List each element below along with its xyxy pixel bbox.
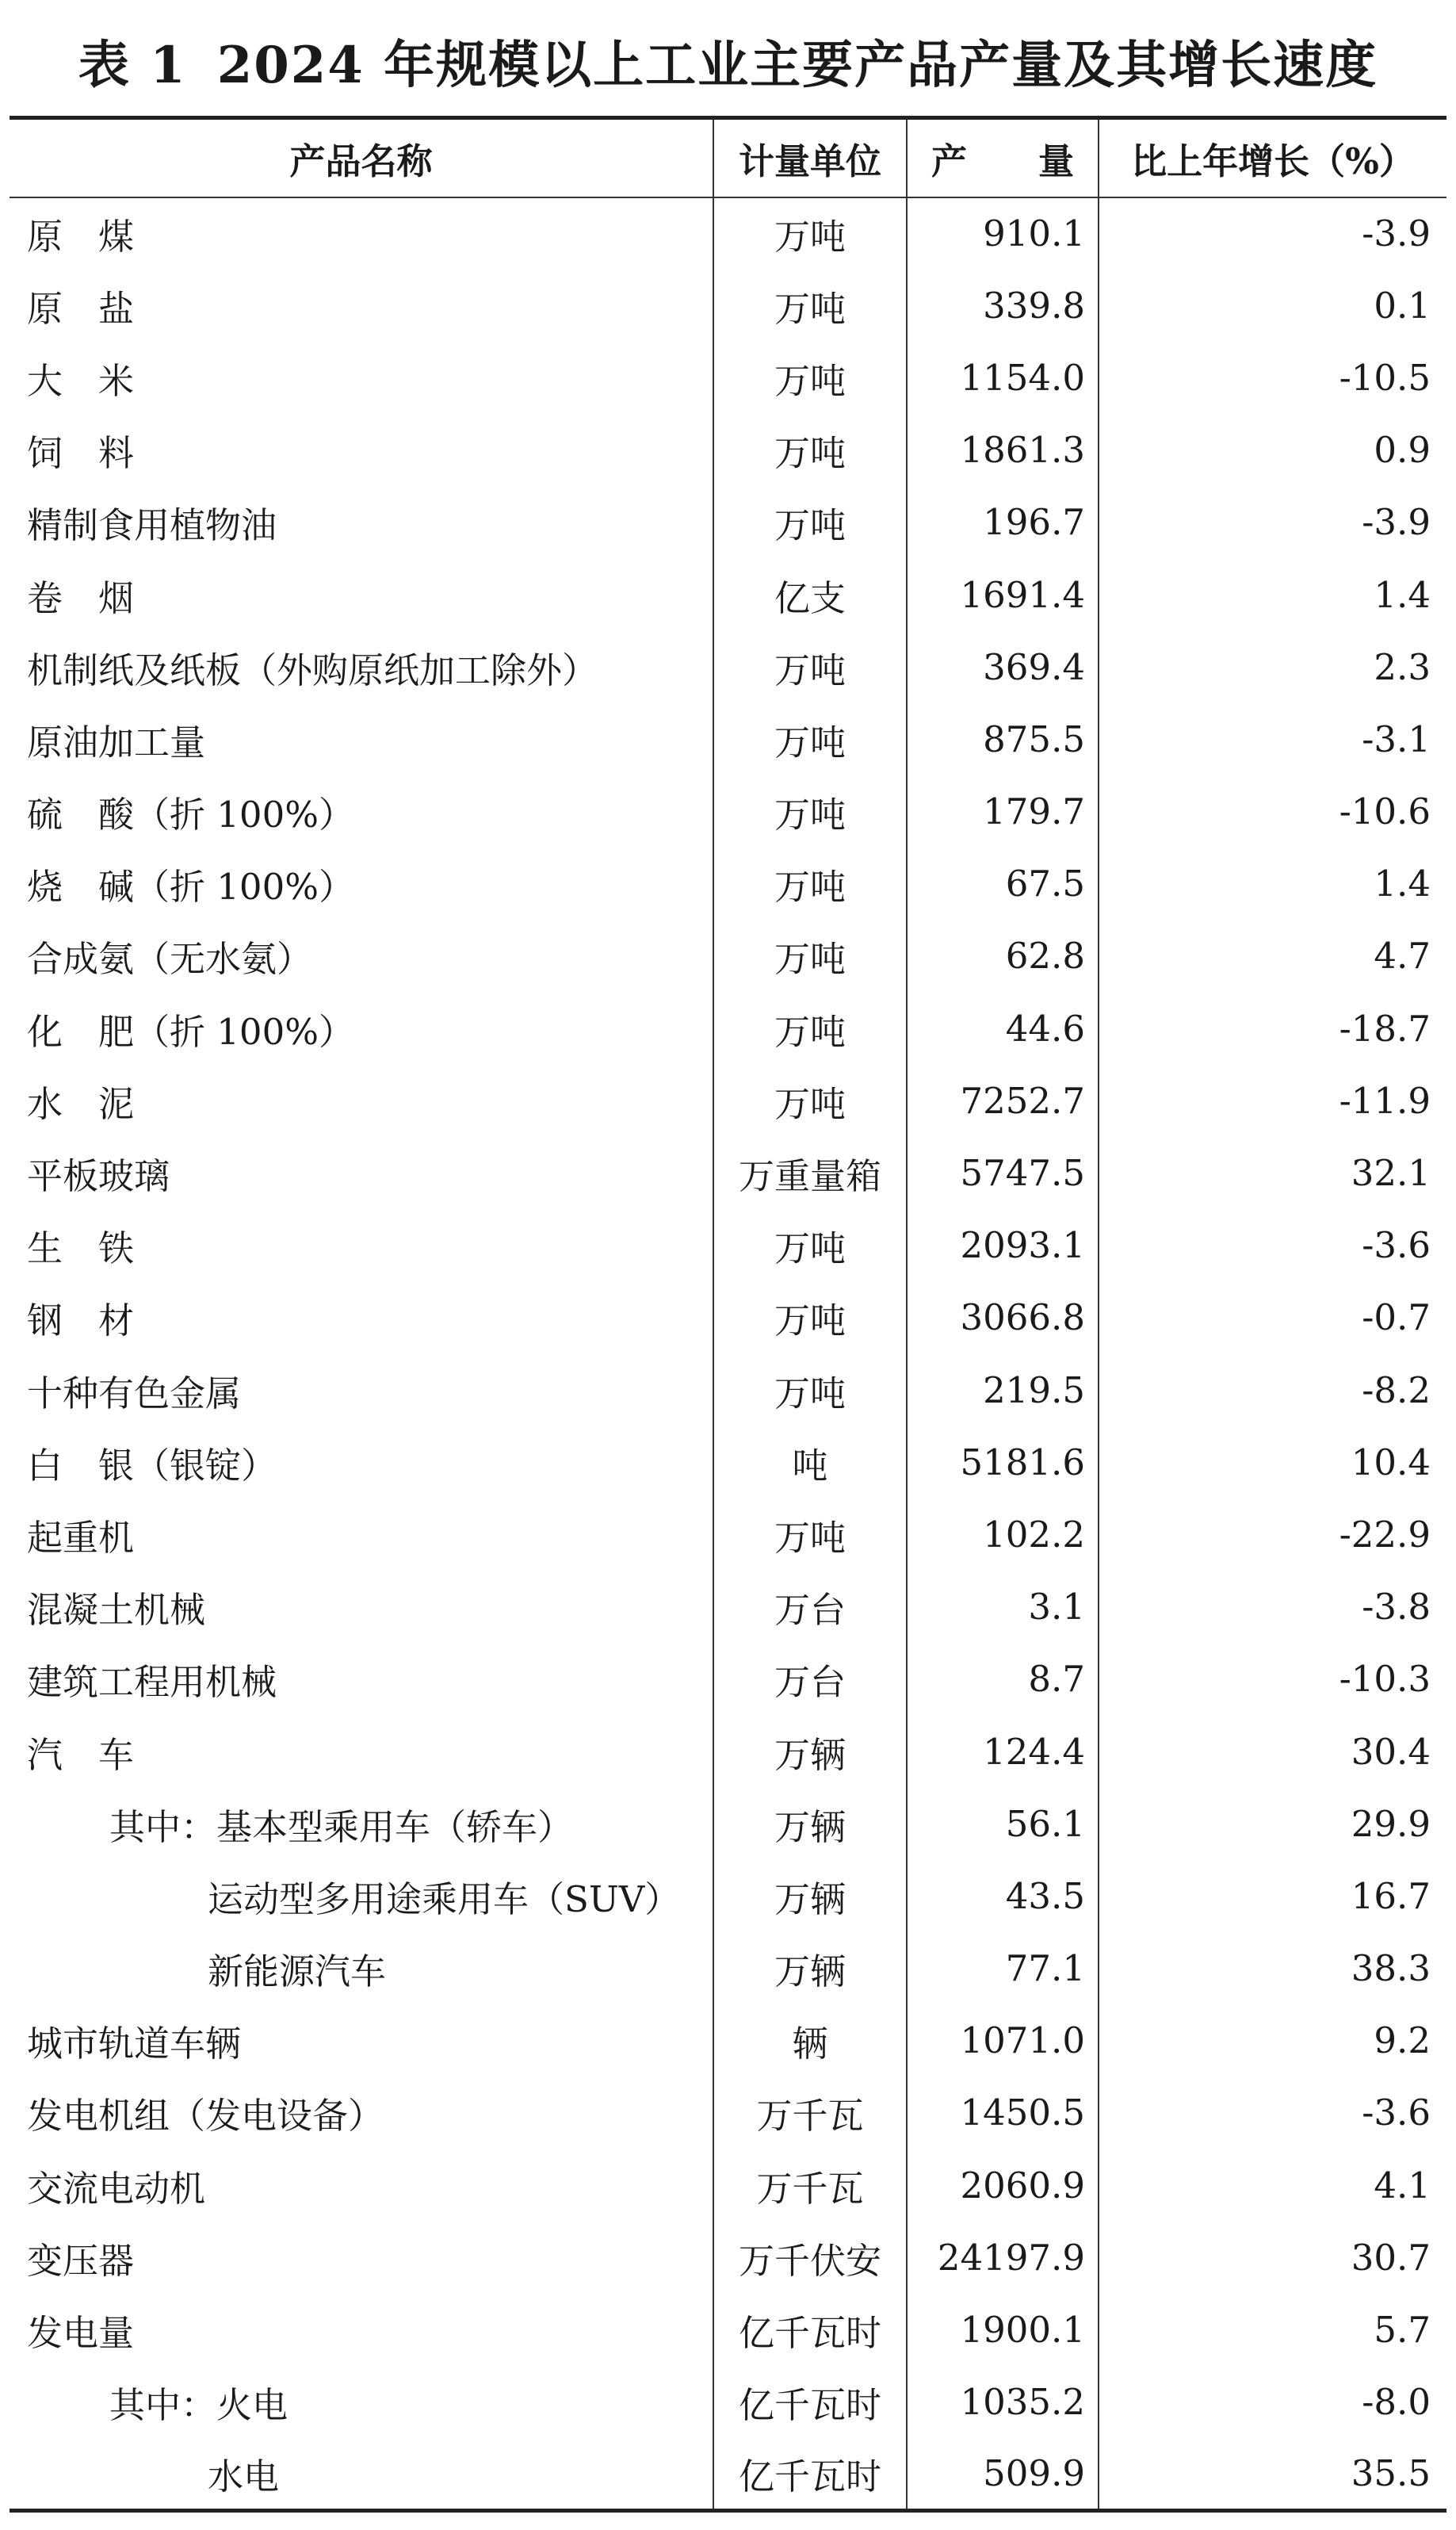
production-table (10, 116, 1446, 2513)
growth-cell: -10.6 (1099, 775, 1446, 848)
unit-cell: 万千瓦 (713, 2076, 907, 2149)
growth-cell: -3.6 (1099, 2076, 1446, 2149)
product-name-cell: 原油加工量 (27, 721, 206, 764)
growth-cell: -8.0 (1099, 2366, 1446, 2438)
product-name-cell: 原 盐 (27, 287, 135, 330)
quantity-cell: 339.8 (907, 270, 1099, 342)
quantity-cell: 5747.5 (907, 1137, 1099, 1209)
product-name-cell: 建筑工程用机械 (27, 1661, 277, 1704)
unit-cell: 万吨 (713, 775, 907, 848)
product-name-cell: 大 米 (27, 359, 135, 402)
quantity-cell: 77.1 (907, 1932, 1099, 2004)
product-name-cell: 原 煤 (27, 216, 135, 258)
quantity-cell: 24197.9 (907, 2222, 1099, 2294)
unit-cell: 万吨 (713, 703, 907, 775)
product-name-cell: 生 铁 (27, 1227, 135, 1270)
unit-cell: 亿千瓦时 (713, 2366, 907, 2438)
header-quantity: 产 量 (907, 118, 1099, 197)
unit-cell: 万辆 (713, 1860, 907, 1932)
product-name-cell: 其中：基本型乘用车（轿车） (109, 1805, 574, 1848)
table-row (10, 197, 1446, 270)
product-name-cell: 汽 车 (27, 1733, 135, 1776)
growth-cell: 29.9 (1099, 1788, 1446, 1860)
quantity-cell: 1071.0 (907, 2004, 1099, 2076)
unit-cell: 亿千瓦时 (713, 2438, 907, 2510)
growth-cell: 0.1 (1099, 270, 1446, 342)
product-name-cell: 化 肥（折 100%） (27, 1010, 354, 1053)
product-name-cell: 起重机 (27, 1516, 135, 1559)
table-row (10, 848, 1446, 920)
quantity-cell: 102.2 (907, 1498, 1099, 1571)
unit-cell: 万吨 (713, 270, 907, 342)
growth-cell: -3.1 (1099, 703, 1446, 775)
growth-cell: 16.7 (1099, 1860, 1446, 1932)
product-name-cell: 发电机组（发电设备） (27, 2095, 384, 2138)
product-name-cell: 城市轨道车辆 (27, 2023, 242, 2065)
quantity-cell: 8.7 (907, 1643, 1099, 1715)
table-row (10, 1643, 1446, 1715)
product-name-cell: 变压器 (27, 2239, 135, 2282)
table-row (10, 631, 1446, 703)
growth-cell: 35.5 (1099, 2438, 1446, 2510)
product-name-cell: 机制纸及纸板（外购原纸加工除外） (27, 649, 598, 691)
quantity-cell: 44.6 (907, 993, 1099, 1065)
table-row (10, 1860, 1446, 1932)
product-name-cell: 卷 烟 (27, 576, 135, 619)
table-row (10, 1209, 1446, 1281)
header-unit: 计量单位 (713, 118, 907, 197)
growth-cell: -3.9 (1099, 486, 1446, 558)
table-row (10, 1788, 1446, 1860)
table-row (10, 775, 1446, 848)
unit-cell: 万吨 (713, 486, 907, 558)
unit-cell: 万吨 (713, 1354, 907, 1426)
quantity-cell: 369.4 (907, 631, 1099, 703)
quantity-cell: 3066.8 (907, 1281, 1099, 1353)
unit-cell: 亿支 (713, 558, 907, 630)
quantity-cell: 1035.2 (907, 2366, 1099, 2438)
growth-cell: -3.9 (1099, 197, 1446, 270)
unit-cell: 万吨 (713, 1209, 907, 1281)
table-row (10, 2076, 1446, 2149)
quantity-cell: 43.5 (907, 1860, 1099, 1932)
unit-cell: 万吨 (713, 993, 907, 1065)
product-name-cell: 饲 料 (27, 432, 135, 475)
unit-cell: 亿千瓦时 (713, 2294, 907, 2366)
growth-cell: 30.7 (1099, 2222, 1446, 2294)
table-row (10, 2294, 1446, 2366)
table-row (10, 2438, 1446, 2510)
product-name-cell: 钢 材 (27, 1299, 135, 1342)
growth-cell: 4.7 (1099, 920, 1446, 992)
product-name-cell: 白 银（银锭） (27, 1444, 277, 1487)
product-name-cell: 烧 碱（折 100%） (27, 866, 354, 909)
growth-cell: 32.1 (1099, 1137, 1446, 1209)
table-row (10, 2004, 1446, 2076)
growth-cell: -22.9 (1099, 1498, 1446, 1571)
product-name-cell: 其中：火电 (109, 2384, 289, 2427)
table-row (10, 1137, 1446, 1209)
growth-cell: -10.5 (1099, 342, 1446, 414)
quantity-cell: 2060.9 (907, 2149, 1099, 2222)
growth-cell: -8.2 (1099, 1354, 1446, 1426)
quantity-cell: 179.7 (907, 775, 1099, 848)
unit-cell: 万辆 (713, 1932, 907, 2004)
growth-cell: -10.3 (1099, 1643, 1446, 1715)
header-growth: 比上年增长（%） (1099, 118, 1446, 197)
product-name-cell: 精制食用植物油 (27, 504, 277, 547)
unit-cell: 万吨 (713, 342, 907, 414)
table-row (10, 270, 1446, 342)
unit-cell: 万台 (713, 1643, 907, 1715)
table-title-text: 2024 年规模以上工业主要产品产量及其增长速度 (216, 36, 1378, 95)
unit-cell: 万吨 (713, 1065, 907, 1137)
growth-cell: 4.1 (1099, 2149, 1446, 2222)
product-name-cell: 混凝土机械 (27, 1589, 206, 1632)
unit-cell: 万辆 (713, 1788, 907, 1860)
unit-cell: 万重量箱 (713, 1137, 907, 1209)
product-name-cell: 十种有色金属 (27, 1372, 242, 1414)
unit-cell: 万吨 (713, 920, 907, 992)
table-title (0, 22, 1456, 109)
unit-cell: 万吨 (713, 1281, 907, 1353)
quantity-cell: 1900.1 (907, 2294, 1099, 2366)
product-name-cell: 水 泥 (27, 1082, 135, 1125)
growth-cell: 1.4 (1099, 558, 1446, 630)
unit-cell: 万台 (713, 1571, 907, 1643)
growth-cell: 2.3 (1099, 631, 1446, 703)
quantity-cell: 910.1 (907, 197, 1099, 270)
product-name-cell: 合成氨（无水氨） (27, 938, 313, 981)
quantity-cell: 5181.6 (907, 1426, 1099, 1498)
product-name-cell: 发电量 (27, 2312, 135, 2355)
quantity-cell: 219.5 (907, 1354, 1099, 1426)
table-row (10, 558, 1446, 630)
growth-cell: 5.7 (1099, 2294, 1446, 2366)
header-product-name: 产品名称 (10, 118, 713, 197)
quantity-cell: 62.8 (907, 920, 1099, 992)
quantity-cell: 124.4 (907, 1715, 1099, 1787)
product-name-cell: 水电 (10, 2438, 713, 2510)
table-row (10, 1065, 1446, 1137)
quantity-cell: 196.7 (907, 486, 1099, 558)
table-row (10, 1571, 1446, 1643)
unit-cell: 吨 (713, 1426, 907, 1498)
product-name-cell: 交流电动机 (27, 2167, 206, 2210)
growth-cell: 38.3 (1099, 1932, 1446, 2004)
table-header-row (10, 118, 1446, 197)
quantity-cell: 2093.1 (907, 1209, 1099, 1281)
growth-cell: 9.2 (1099, 2004, 1446, 2076)
unit-cell: 万吨 (713, 848, 907, 920)
table-row (10, 2149, 1446, 2222)
unit-cell: 万辆 (713, 1715, 907, 1787)
product-name-cell: 平板玻璃 (27, 1155, 170, 1198)
growth-cell: 1.4 (1099, 848, 1446, 920)
table-row (10, 703, 1446, 775)
table-row (10, 342, 1446, 414)
quantity-cell: 67.5 (907, 848, 1099, 920)
table-row (10, 1498, 1446, 1571)
table-body (10, 197, 1446, 2511)
quantity-cell: 1154.0 (907, 342, 1099, 414)
table-row (10, 1932, 1446, 2004)
quantity-cell: 1691.4 (907, 558, 1099, 630)
product-name-cell: 新能源汽车 (208, 1950, 387, 1993)
quantity-cell: 56.1 (907, 1788, 1099, 1860)
unit-cell: 万吨 (713, 414, 907, 486)
unit-cell: 万吨 (713, 1498, 907, 1571)
table-row (10, 1354, 1446, 1426)
table-row (10, 2366, 1446, 2438)
product-name-cell: 运动型多用途乘用车（SUV） (208, 1877, 681, 1920)
growth-cell: 30.4 (1099, 1715, 1446, 1787)
growth-cell: 10.4 (1099, 1426, 1446, 1498)
table-row (10, 486, 1446, 558)
table-row (10, 920, 1446, 992)
quantity-cell: 7252.7 (907, 1065, 1099, 1137)
unit-cell: 万吨 (713, 197, 907, 270)
quantity-cell: 509.9 (907, 2438, 1099, 2510)
quantity-cell: 1450.5 (907, 2076, 1099, 2149)
growth-cell: -0.7 (1099, 1281, 1446, 1353)
table-row (10, 993, 1446, 1065)
growth-cell: -11.9 (1099, 1065, 1446, 1137)
quantity-cell: 1861.3 (907, 414, 1099, 486)
growth-cell: -18.7 (1099, 993, 1446, 1065)
product-name-cell: 硫 酸（折 100%） (27, 794, 354, 836)
growth-cell: 0.9 (1099, 414, 1446, 486)
quantity-cell: 3.1 (907, 1571, 1099, 1643)
table-number: 表 1 (78, 36, 187, 95)
quantity-cell: 875.5 (907, 703, 1099, 775)
table-row (10, 2222, 1446, 2294)
growth-cell: -3.6 (1099, 1209, 1446, 1281)
unit-cell: 万千瓦 (713, 2149, 907, 2222)
table-row (10, 1715, 1446, 1787)
table-row (10, 1281, 1446, 1353)
unit-cell: 万千伏安 (713, 2222, 907, 2294)
table-row (10, 414, 1446, 486)
growth-cell: -3.8 (1099, 1571, 1446, 1643)
unit-cell: 万吨 (713, 631, 907, 703)
table-row (10, 1426, 1446, 1498)
unit-cell: 辆 (713, 2004, 907, 2076)
